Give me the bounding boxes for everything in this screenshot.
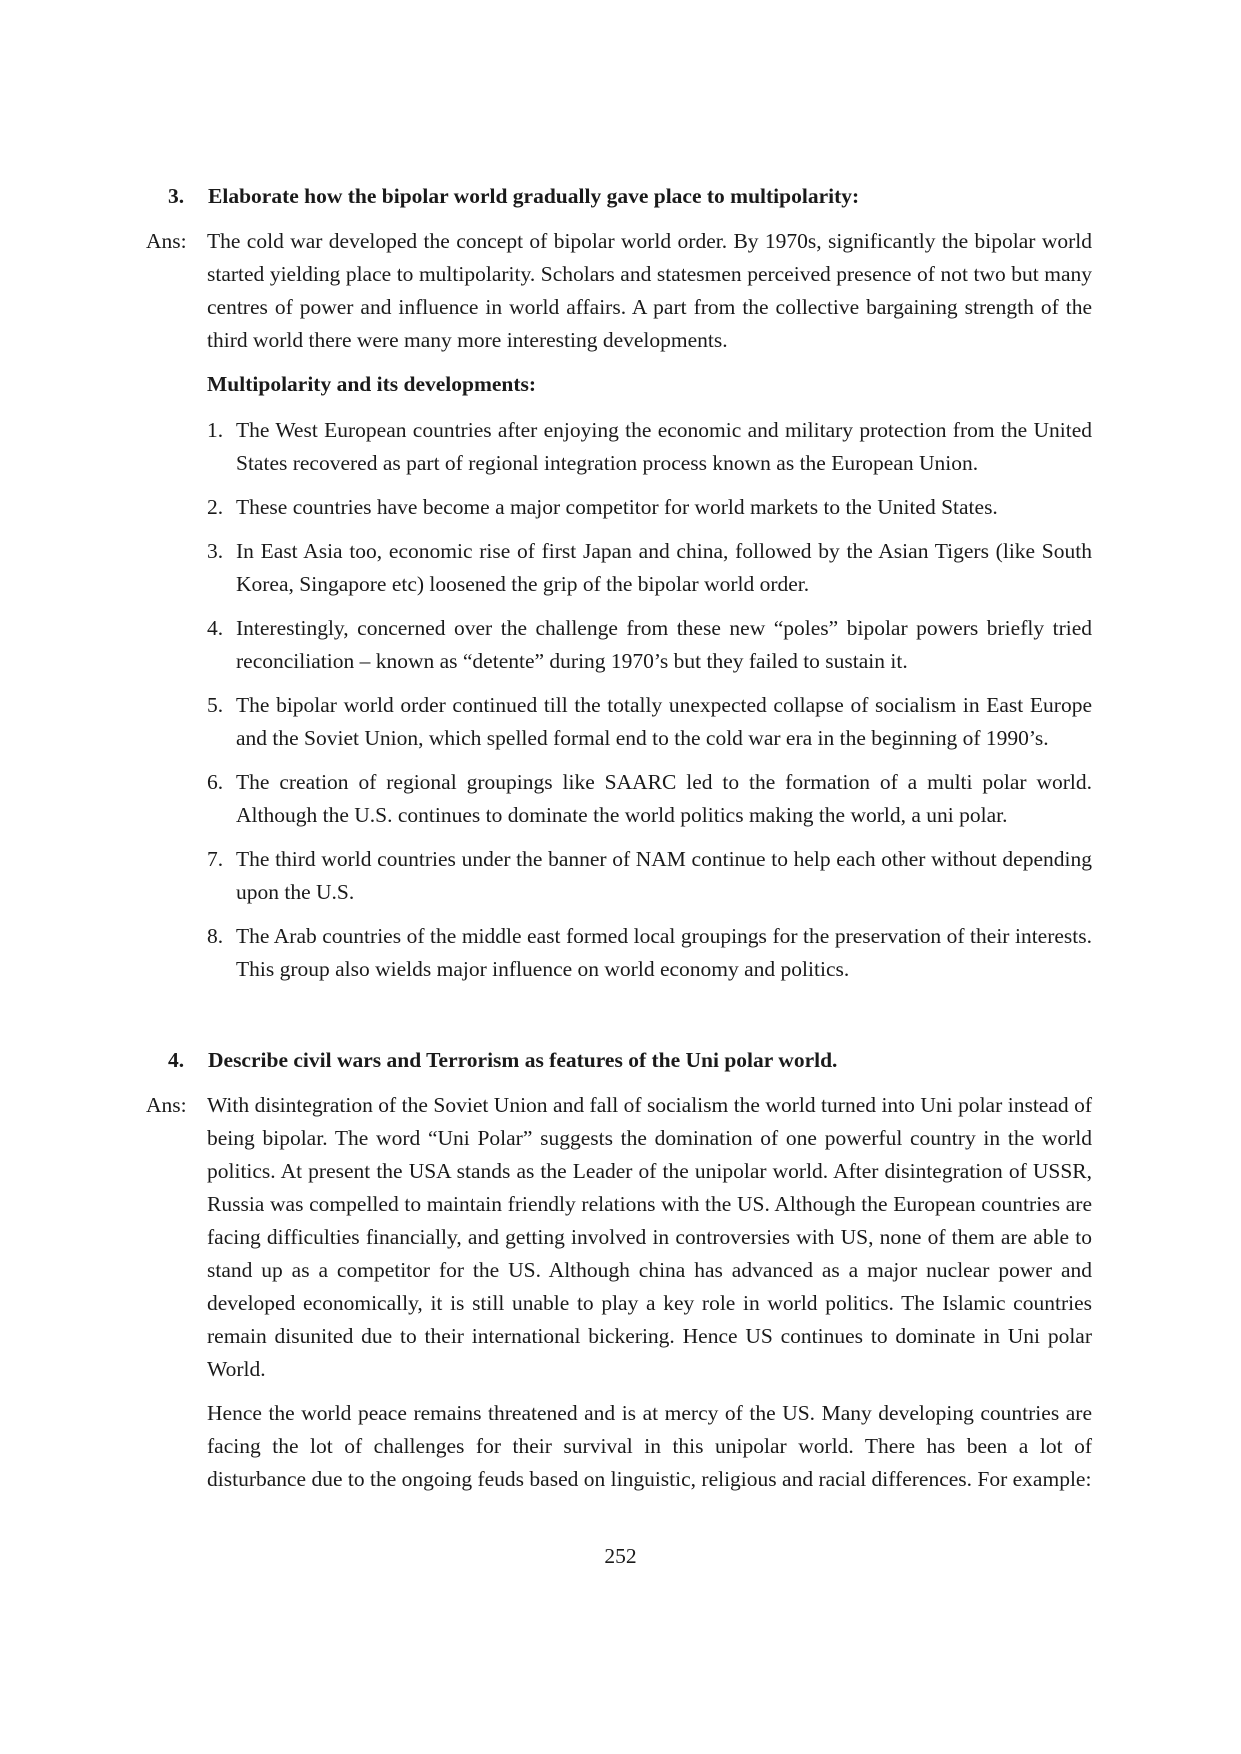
list-item-number: 4. xyxy=(207,616,224,640)
list-item-text: In East Asia too, economic rise of first Japan and china, followed by the Asian Tigers (like South Korea, Singapore etc) loosened the grip of the bipolar world order. xyxy=(236,539,1092,596)
list-item-text: The bipolar world order continued till the totally unexpected collapse of socialism in East Europe and the Soviet Union, which spelled formal end to the cold war era in the beginning of 1990’s. xyxy=(236,693,1092,750)
answer-text: The cold war developed the concept of bipolar world order. By 1970s, significantly the bipolar world started yielding place to multipolarity. Scholars and statesmen perceived presence of not two but many centres of power and influence in world affairs. A part from the collective bargaining strength of the third world there were many more interesting developments. xyxy=(207,229,1092,352)
list-item xyxy=(207,414,1092,480)
question-3 xyxy=(168,180,1088,213)
list-item-number: 8. xyxy=(207,924,224,948)
developments-list xyxy=(207,414,1092,997)
answer-label: Ans: xyxy=(146,1093,187,1117)
answer-label: Ans: xyxy=(146,229,187,253)
list-item-text: Interestingly, concerned over the challenge from these new “poles” bipolar powers briefly tried reconciliation – known as “detente” during 1970’s but they failed to sustain it. xyxy=(236,616,1092,673)
list-item-text: The West European countries after enjoying the economic and military protection from the United States recovered as part of regional integration process known as the European Union. xyxy=(236,418,1092,475)
list-item xyxy=(207,689,1092,755)
answer-3 xyxy=(146,225,1092,357)
list-item-text: The third world countries under the banner of NAM continue to help each other without depending upon the U.S. xyxy=(236,847,1092,904)
list-item-number: 5. xyxy=(207,693,224,717)
list-item-number: 6. xyxy=(207,770,224,794)
list-item xyxy=(207,612,1092,678)
list-item xyxy=(207,843,1092,909)
list-item-number: 3. xyxy=(207,539,224,563)
question-text: Elaborate how the bipolar world gradually gave place to multipolarity: xyxy=(208,184,860,208)
list-item-number: 7. xyxy=(207,847,224,871)
list-item xyxy=(207,920,1092,986)
question-text: Describe civil wars and Terrorism as features of the Uni polar world. xyxy=(208,1048,838,1072)
answer-text: With disintegration of the Soviet Union and fall of socialism the world turned into Uni polar instead of being bipolar. The word “Uni Polar” suggests the domination of one powerful country in the world politics. At present the USA stands as the Leader of the unipolar world. After disintegration of USSR, Russia was compelled to maintain friendly relations with the US. Although the European countries are facing difficulties financially, and getting involved in controversies with US, none of them are able to stand up as a competitor for the US. Although china has advanced as a major nuclear power and developed economically, it is still unable to play a key role in world politics. The Islamic countries remain disunited due to their international bickering. Hence US continues to dominate in Uni polar World. xyxy=(207,1093,1092,1381)
answer-paragraph: Hence the world peace remains threatened and is at mercy of the US. Many developing countries are facing the lot of challenges for their survival in this unipolar world. There has been a lot of disturbance due to the ongoing feuds based on linguistic, religious and racial differences. For example: xyxy=(207,1401,1092,1491)
list-item-text: These countries have become a major competitor for world markets to the United States. xyxy=(236,495,998,519)
list-item-text: The Arab countries of the middle east formed local groupings for the preservation of their interests. This group also wields major influence on world economy and politics. xyxy=(236,924,1092,981)
section-subheading: Multipolarity and its developments: xyxy=(207,372,537,396)
page-number: 252 xyxy=(604,1544,637,1568)
list-item xyxy=(207,766,1092,832)
question-number: 4. xyxy=(168,1048,185,1072)
answer-4 xyxy=(146,1089,1092,1386)
list-item-text: The creation of regional groupings like SAARC led to the formation of a multi polar world. Although the U.S. continues to dominate the world politics making the world, a uni polar. xyxy=(236,770,1092,827)
list-item-number: 1. xyxy=(207,418,224,442)
list-item xyxy=(207,535,1092,601)
list-item xyxy=(207,491,1092,524)
question-number: 3. xyxy=(168,184,185,208)
question-4 xyxy=(168,1044,1088,1077)
list-item-number: 2. xyxy=(207,495,224,519)
